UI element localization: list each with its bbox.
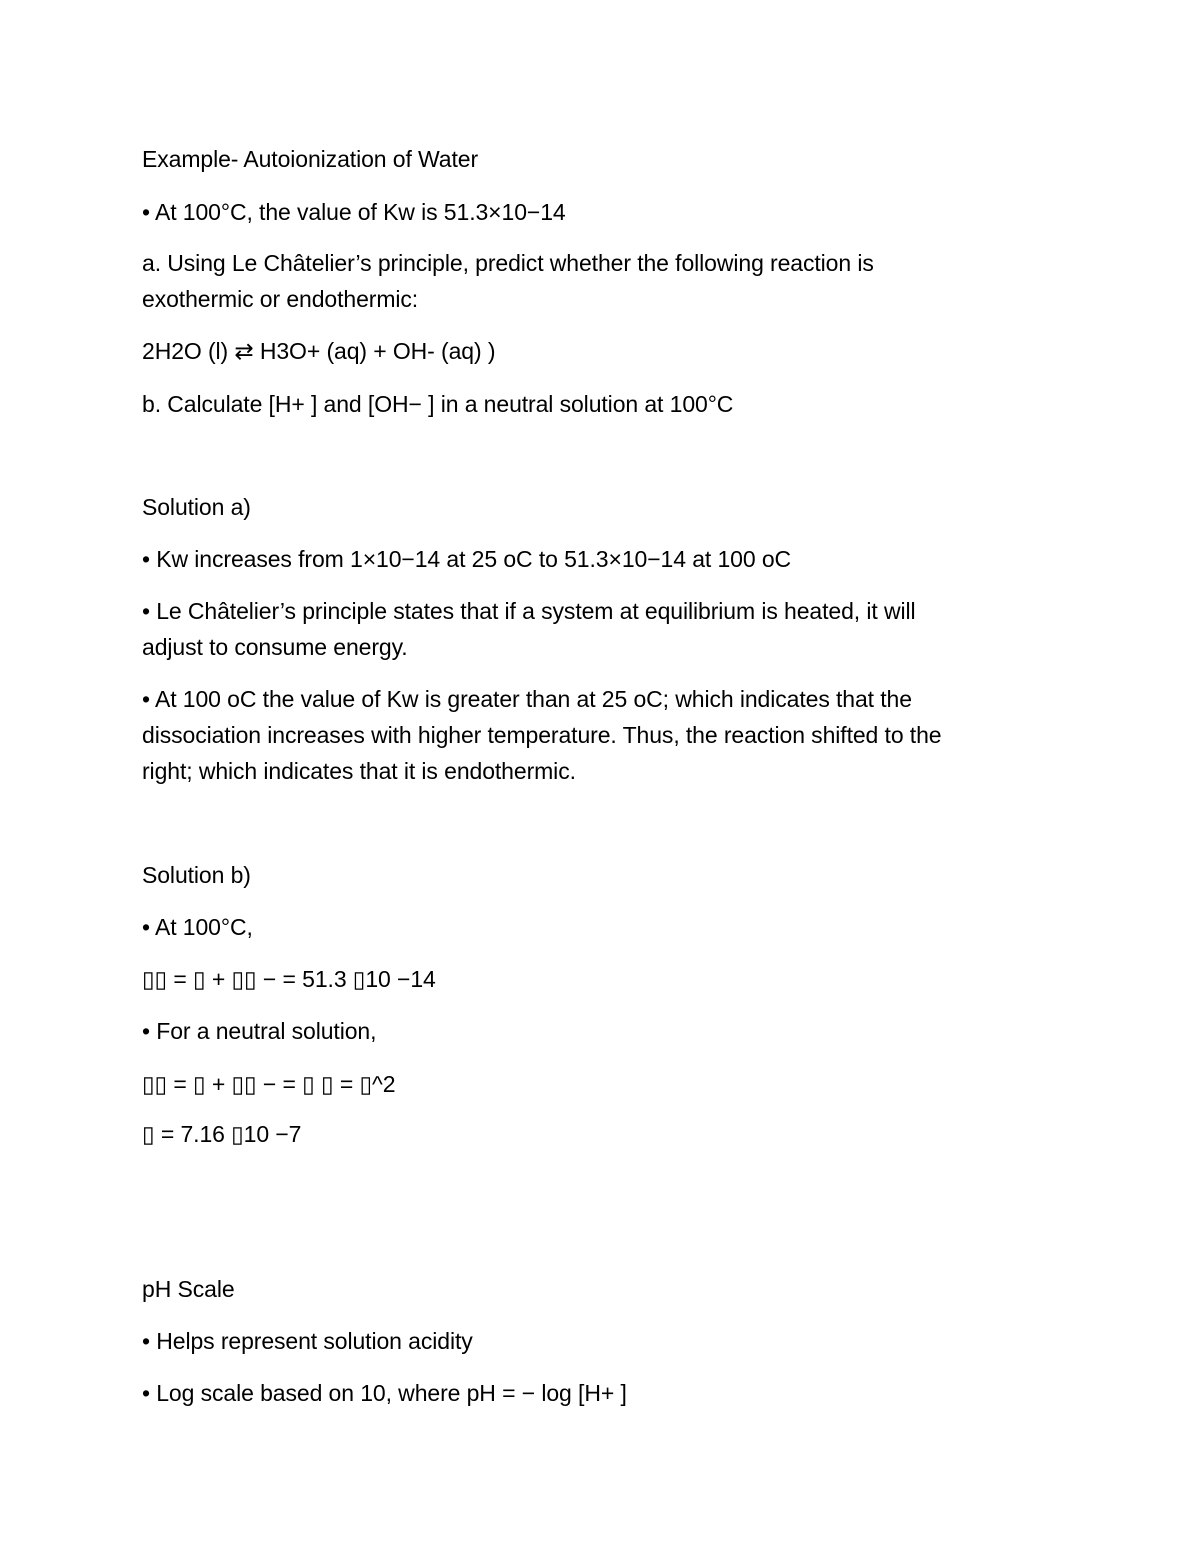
solution-a-bullet-3-line-3: right; which indicates that it is endothermic.: [142, 758, 576, 784]
solution-a-bullet-1: • Kw increases from 1×10−14 at 25 oC to 51.3×10−14 at 100 oC: [142, 546, 792, 572]
solution-a-bullet-2-line-2: adjust to consume energy.: [142, 634, 408, 660]
solution-a-bullet-2-line-1: • Le Châtelier’s principle states that if a system at equilibrium is heated, it will: [142, 598, 916, 624]
solution-b-heading: Solution b): [142, 862, 251, 888]
ph-scale-bullet-1: • Helps represent solution acidity: [142, 1328, 473, 1354]
reaction-equation: 2H2O (l) ⇄ H3O+ (aq) + OH- (aq) ): [142, 338, 496, 364]
solution-b-bullet-2: • For a neutral solution,: [142, 1018, 377, 1044]
kw-value-bullet: • At 100°C, the value of Kw is 51.3×10−14: [142, 199, 566, 225]
solution-a-bullet-3-line-2: dissociation increases with higher temperature. Thus, the reaction shifted to the: [142, 722, 942, 748]
question-a-line-1: a. Using Le Châtelier’s principle, predict whether the following reaction is: [142, 250, 874, 276]
ph-scale-bullet-2: • Log scale based on 10, where pH = − log [H+ ]: [142, 1380, 627, 1406]
x-value-equation: ▯ = 7.16 ▯10 −7: [142, 1121, 302, 1147]
kw-equation: ▯▯ = ▯ + ▯▯ − = 51.3 ▯10 −14: [142, 966, 436, 992]
question-a-line-2: exothermic or endothermic:: [142, 286, 419, 312]
neutral-equation: ▯▯ = ▯ + ▯▯ − = ▯ ▯ = ▯^2: [142, 1071, 396, 1097]
example-heading: Example- Autoionization of Water: [142, 146, 479, 172]
question-b: b. Calculate [H+ ] and [OH− ] in a neutral solution at 100°C: [142, 391, 734, 417]
solution-a-bullet-3-line-1: • At 100 oC the value of Kw is greater than at 25 oC; which indicates that the: [142, 686, 912, 712]
ph-scale-heading: pH Scale: [142, 1276, 235, 1302]
solution-a-heading: Solution a): [142, 494, 251, 520]
solution-b-bullet-1: • At 100°C,: [142, 914, 253, 940]
